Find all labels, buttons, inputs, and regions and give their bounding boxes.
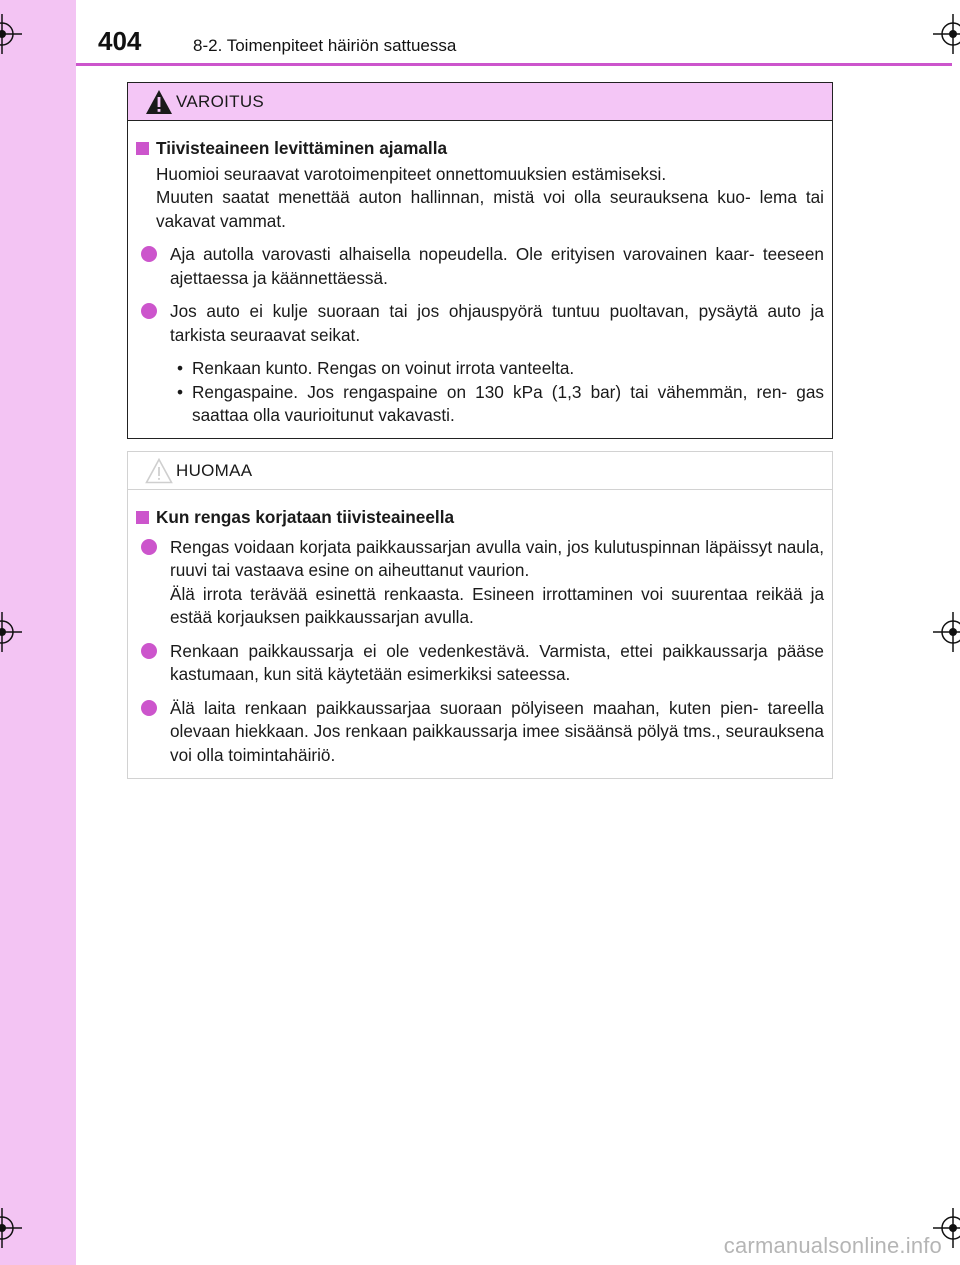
round-bullet-icon [141,643,157,659]
warning-bullet-2 [134,300,824,347]
notice-box [127,451,833,779]
square-bullet-icon [136,142,149,155]
notice-heading [134,506,824,530]
crosshair-icon [933,14,960,54]
warning-sub-bullet-2-text: Rengaspaine. Jos rengaspaine on 130 kPa (1,3 bar) tai vähemmän, ren- gas saattaa olla vaurioitunut vakavasti. [192,381,824,425]
warning-box [127,82,833,439]
round-bullet-icon [141,700,157,716]
page-number: 404 [98,26,142,56]
section-title: 8-2. Toimenpiteet häiriön sattuessa [193,36,457,55]
warning-bullet-1 [134,243,824,290]
warning-intro-2: Muuten saatat menettää auton hallinnan, mistä voi olla seurauksena kuo- lema tai vakavat vammat. [156,187,824,231]
warning-box-header [128,83,832,121]
crosshair-icon [933,612,960,652]
warning-heading [134,137,824,161]
crosshair-icon [0,612,22,652]
header-rule [76,63,952,66]
notice-bullet-2-text: Renkaan paikkaussarja ei ole vedenkestävä. Varmista, ettei paikkaussarja pääse kastumaan, kun sitä käytetään esimerkiksi sateessa. [170,640,824,684]
crosshair-icon [0,1208,22,1248]
warning-heading-text: Tiivisteaineen levittäminen ajamalla [156,138,448,158]
round-bullet-icon [141,539,157,555]
notice-bullet-3 [134,697,824,768]
notice-heading-text: Kun rengas korjataan tiivisteaineella [156,507,455,527]
warning-bullet-1-text: Aja autolla varovasti alhaisella nopeudella. Ole erityisen varovainen kaar- teeseen ajettaessa ja käännettäessä. [170,244,824,288]
dot-marker: • [177,381,184,402]
notice-box-header [128,452,832,490]
warning-sub-bullet-2 [134,381,824,428]
dot-marker: • [177,358,184,378]
notice-bullet-1-line2: Älä irrota terävää esinettä renkaasta. Esineen irrottaminen voi suurentaa reikää ja estää korjauksen paikkaussarjan avulla. [170,583,824,627]
caution-triangle-icon [145,458,173,484]
notice-bullet-2 [134,640,824,687]
round-bullet-icon [141,303,157,319]
warning-title: VAROITUS [176,92,265,111]
round-bullet-icon [141,246,157,262]
warning-sub-list [134,357,824,428]
notice-title: HUOMAA [176,461,253,480]
warning-bullet-2-text: Jos auto ei kulje suoraan tai jos ohjauspyörä tuntuu puoltavan, pysäytä auto ja tarkista seuraavat seikat. [170,301,824,345]
warning-triangle-icon [145,89,173,115]
notice-bullet-1-line1: Rengas voidaan korjata paikkaussarjan avulla vain, jos kulutuspinnan läpäissyt naula, ruuvi tai vastaava esine on aiheuttanut vaurion. [170,536,824,580]
notice-bullet-3-text: Älä laita renkaan paikkaussarjaa suoraan pölyiseen maahan, kuten pien- tareella olevaan hiekkaan. Jos renkaan paikkaussarja imee sisäänsä pölyä tms., seurauksena voi olla toimintahäiriö. [170,697,824,765]
notice-bullet-1 [134,536,824,630]
warning-intro-1: Huomioi seuraavat varotoimenpiteet onnettomuuksien estämiseksi. [156,163,667,184]
warning-sub-bullet-1-text: Renkaan kunto. Rengas on voinut irrota vanteelta. [192,358,575,378]
square-bullet-icon [136,511,149,524]
watermark: carmanualsonline.info [723,1233,942,1258]
warning-sub-bullet-1 [134,357,824,381]
crosshair-icon [0,14,22,54]
